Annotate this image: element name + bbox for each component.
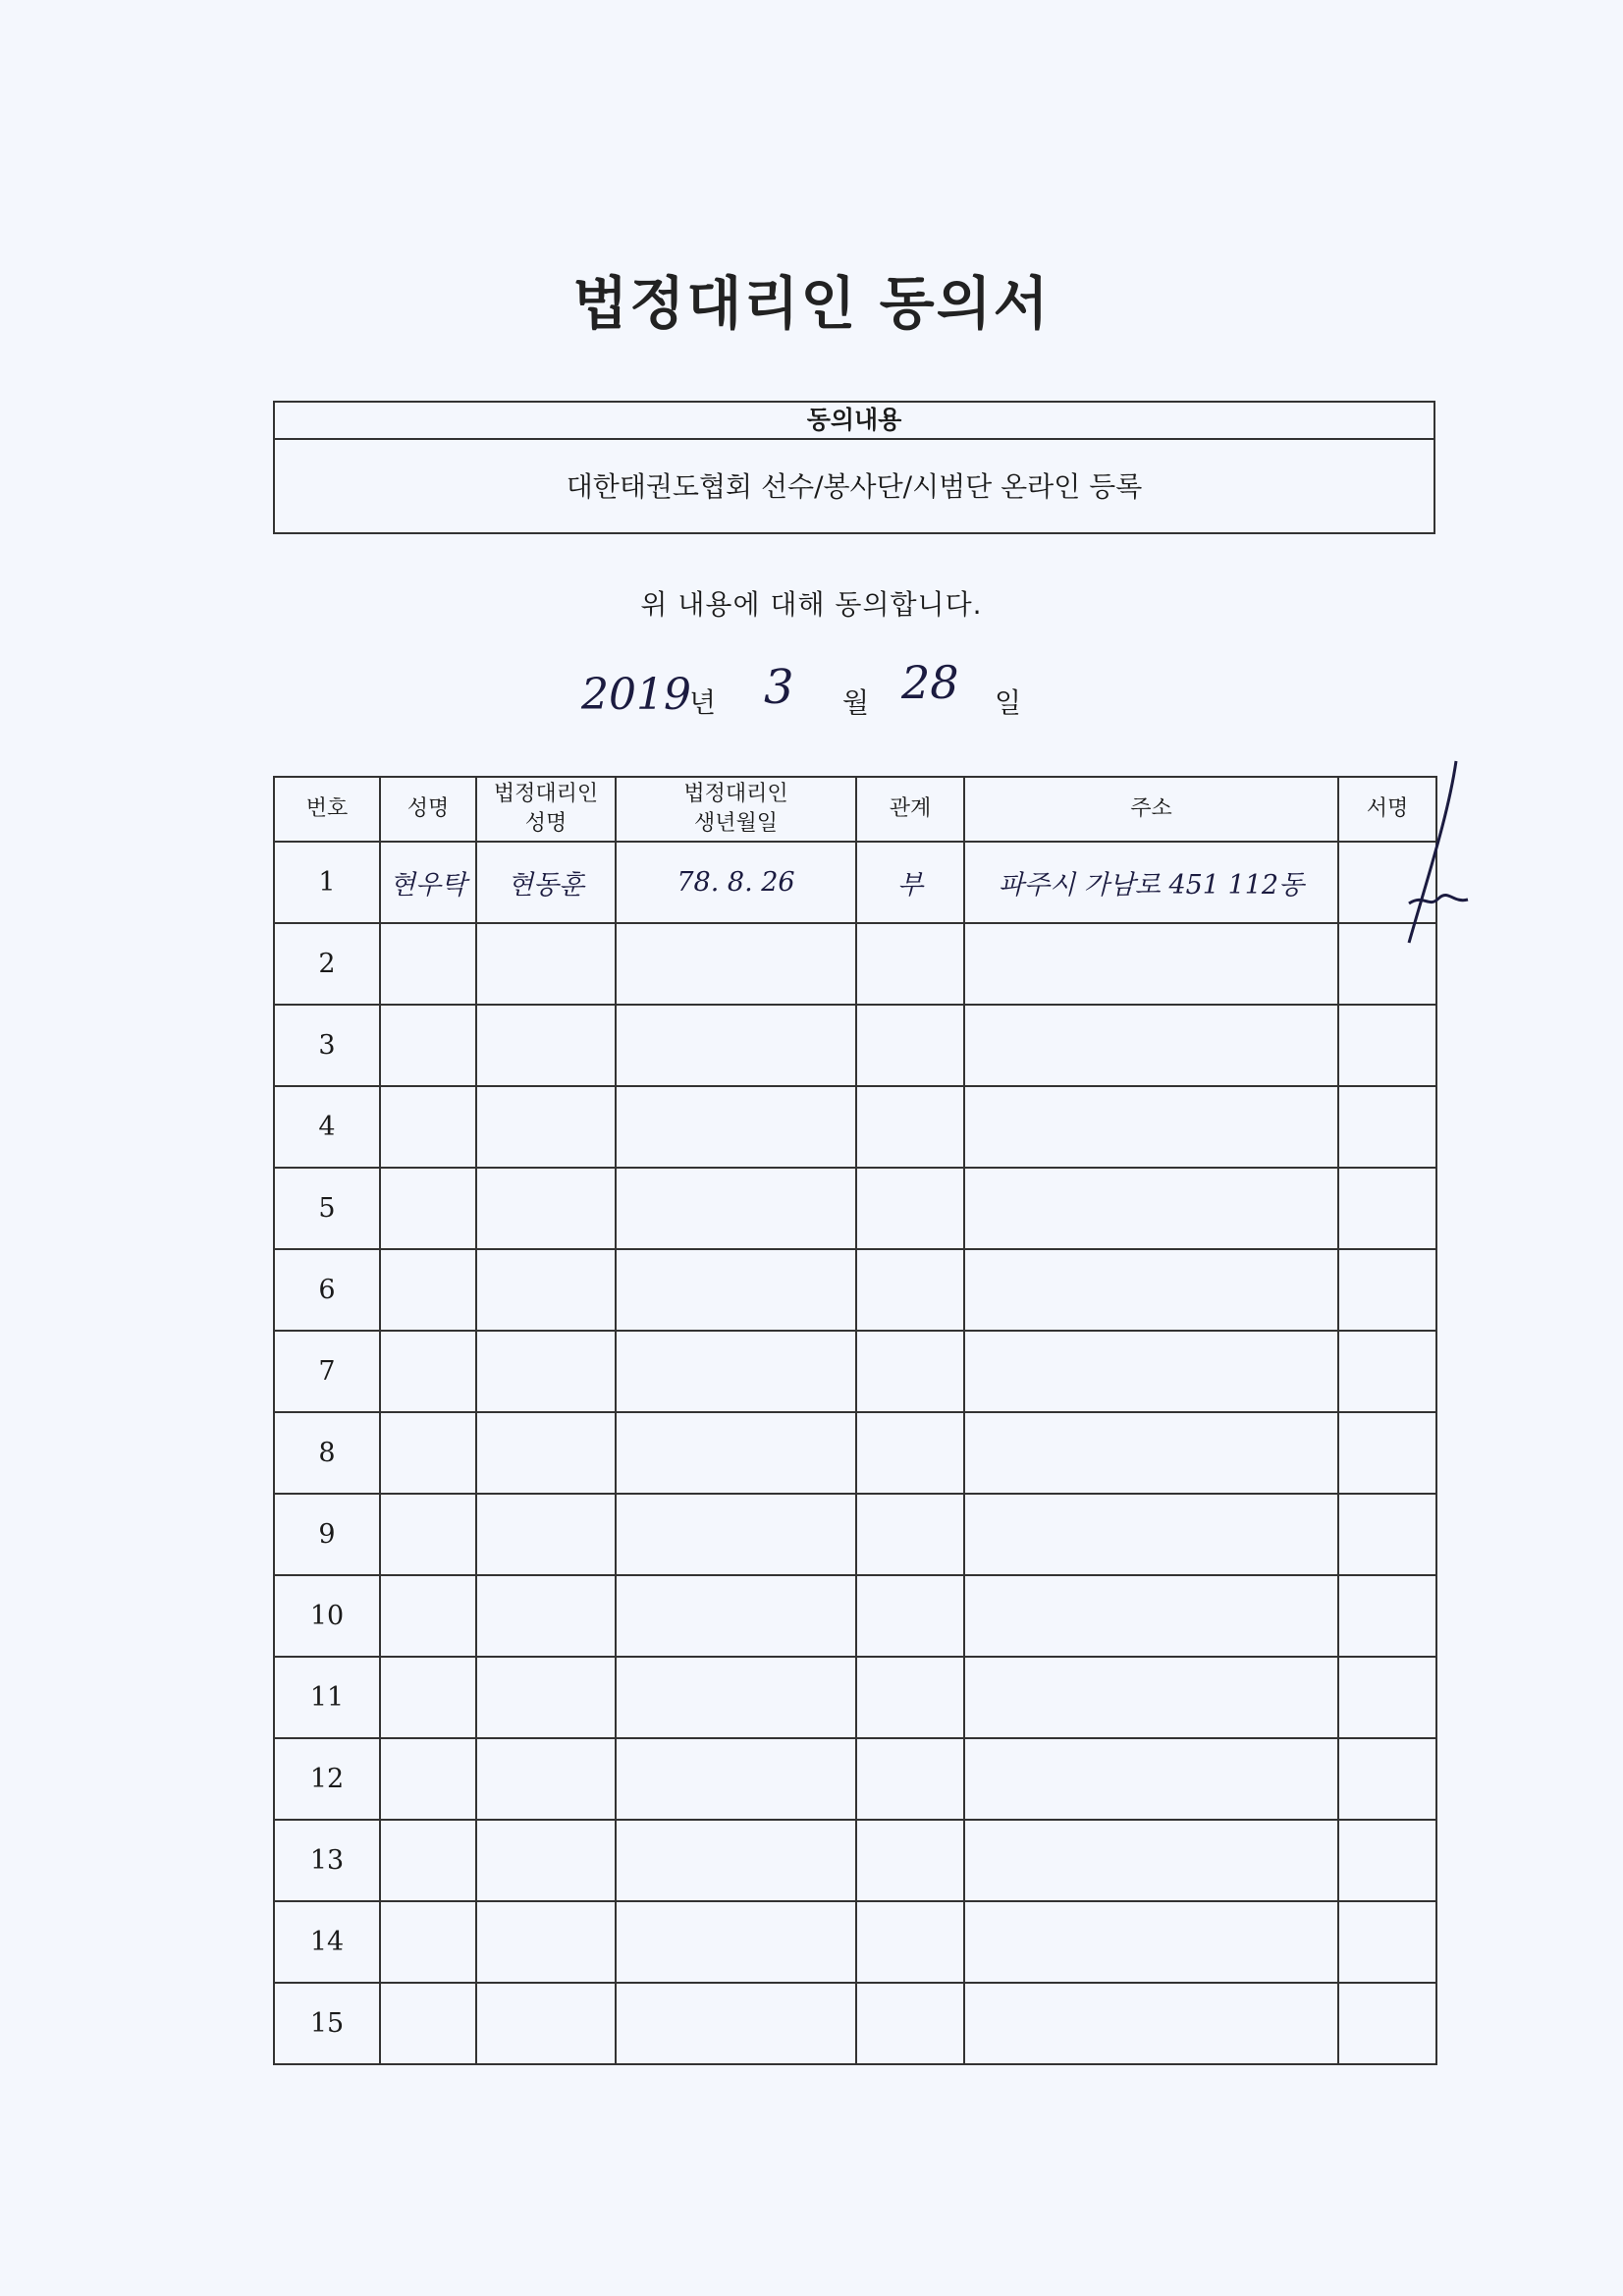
header-guardian-birthdate: 법정대리인 생년월일 bbox=[616, 777, 856, 842]
row-guardian-birthdate bbox=[616, 1575, 856, 1657]
row-number: 3 bbox=[274, 1005, 380, 1086]
row-guardian-birthdate bbox=[616, 1657, 856, 1738]
row-name: 현우탁 bbox=[380, 842, 476, 923]
row-address bbox=[964, 1168, 1338, 1249]
row-guardian-name bbox=[476, 1820, 616, 1901]
row-guardian-name bbox=[476, 1983, 616, 2064]
row-guardian-birthdate bbox=[616, 1820, 856, 1901]
table-header-row bbox=[274, 777, 1436, 842]
date-day-label: 일 bbox=[995, 686, 1022, 719]
table-row bbox=[274, 1412, 1436, 1494]
row-relation bbox=[856, 1820, 964, 1901]
date-line bbox=[0, 656, 1623, 725]
row-relation bbox=[856, 1738, 964, 1820]
row-number: 10 bbox=[274, 1575, 380, 1657]
row-address bbox=[964, 1005, 1338, 1086]
consent-header: 동의내용 bbox=[275, 403, 1434, 440]
header-name: 성명 bbox=[380, 777, 476, 842]
row-address bbox=[964, 1820, 1338, 1901]
table-row bbox=[274, 1983, 1436, 2064]
row-guardian-birthdate bbox=[616, 1331, 856, 1412]
row-number: 1 bbox=[274, 842, 380, 923]
row-signature bbox=[1338, 1575, 1436, 1657]
agree-statement: 위 내용에 대해 동의합니다. bbox=[640, 588, 983, 621]
row-guardian-name bbox=[476, 1005, 616, 1086]
row-address bbox=[964, 1331, 1338, 1412]
row-signature bbox=[1338, 1249, 1436, 1331]
row-relation bbox=[856, 1168, 964, 1249]
row-name bbox=[380, 1820, 476, 1901]
header-number: 번호 bbox=[274, 777, 380, 842]
row-guardian-birthdate bbox=[616, 1005, 856, 1086]
row-signature bbox=[1338, 1738, 1436, 1820]
row-relation bbox=[856, 1249, 964, 1331]
row-number: 2 bbox=[274, 923, 380, 1005]
table-row bbox=[274, 1901, 1436, 1983]
table-row bbox=[274, 923, 1436, 1005]
row-relation bbox=[856, 1494, 964, 1575]
table-row bbox=[274, 1086, 1436, 1168]
row-name bbox=[380, 1412, 476, 1494]
table-row bbox=[274, 1494, 1436, 1575]
row-name bbox=[380, 1331, 476, 1412]
row-number: 5 bbox=[274, 1168, 380, 1249]
row-guardian-name bbox=[476, 1494, 616, 1575]
row-name bbox=[380, 1086, 476, 1168]
row-signature bbox=[1338, 1168, 1436, 1249]
table-row bbox=[274, 1168, 1436, 1249]
row-address bbox=[964, 923, 1338, 1005]
row-guardian-birthdate bbox=[616, 1901, 856, 1983]
row-name bbox=[380, 1005, 476, 1086]
row-guardian-name bbox=[476, 1249, 616, 1331]
row-guardian-name bbox=[476, 1738, 616, 1820]
row-name bbox=[380, 1575, 476, 1657]
date-year-label: 년 bbox=[689, 686, 717, 719]
row-signature bbox=[1338, 1901, 1436, 1983]
row-name bbox=[380, 923, 476, 1005]
row-number: 15 bbox=[274, 1983, 380, 2064]
consent-content-box bbox=[273, 401, 1435, 534]
row-guardian-name bbox=[476, 1168, 616, 1249]
header-address: 주소 bbox=[964, 777, 1338, 842]
row-number: 13 bbox=[274, 1820, 380, 1901]
date-day: 28 bbox=[901, 656, 959, 709]
table-row bbox=[274, 1005, 1436, 1086]
row-guardian-birthdate bbox=[616, 1086, 856, 1168]
row-name bbox=[380, 1168, 476, 1249]
row-guardian-birthdate bbox=[616, 1249, 856, 1331]
row-guardian-birthdate bbox=[616, 1738, 856, 1820]
header-relation: 관계 bbox=[856, 777, 964, 842]
row-address bbox=[964, 1086, 1338, 1168]
table-row bbox=[274, 1820, 1436, 1901]
row-name bbox=[380, 1657, 476, 1738]
table-row bbox=[274, 1331, 1436, 1412]
table-row bbox=[274, 842, 1436, 923]
row-number: 9 bbox=[274, 1494, 380, 1575]
row-address bbox=[964, 1901, 1338, 1983]
row-guardian-name: 현동훈 bbox=[476, 842, 616, 923]
row-guardian-name bbox=[476, 1901, 616, 1983]
row-relation bbox=[856, 1657, 964, 1738]
row-guardian-name bbox=[476, 1575, 616, 1657]
table-row bbox=[274, 1575, 1436, 1657]
row-name bbox=[380, 1901, 476, 1983]
table-row bbox=[274, 1738, 1436, 1820]
row-guardian-birthdate bbox=[616, 1494, 856, 1575]
row-relation bbox=[856, 1086, 964, 1168]
row-address bbox=[964, 1249, 1338, 1331]
row-guardian-name bbox=[476, 1657, 616, 1738]
row-guardian-name bbox=[476, 1086, 616, 1168]
row-guardian-name bbox=[476, 923, 616, 1005]
row-signature bbox=[1338, 1005, 1436, 1086]
row-relation bbox=[856, 1983, 964, 2064]
row-name bbox=[380, 1738, 476, 1820]
row-address bbox=[964, 1738, 1338, 1820]
row-guardian-birthdate bbox=[616, 1412, 856, 1494]
header-signature: 서명 bbox=[1338, 777, 1436, 842]
row-guardian-birthdate bbox=[616, 923, 856, 1005]
date-year: 2019 bbox=[581, 670, 691, 720]
consent-body: 대한태권도협회 선수/봉사단/시범단 온라인 등록 bbox=[566, 470, 1143, 503]
row-relation bbox=[856, 1005, 964, 1086]
row-signature bbox=[1338, 1820, 1436, 1901]
row-address bbox=[964, 1494, 1338, 1575]
row-name bbox=[380, 1494, 476, 1575]
signature-scribble bbox=[1370, 756, 1488, 953]
table-row bbox=[274, 1657, 1436, 1738]
row-signature bbox=[1338, 1657, 1436, 1738]
row-signature bbox=[1338, 1331, 1436, 1412]
row-relation bbox=[856, 923, 964, 1005]
row-address bbox=[964, 1983, 1338, 2064]
row-number: 7 bbox=[274, 1331, 380, 1412]
row-guardian-name bbox=[476, 1412, 616, 1494]
row-number: 14 bbox=[274, 1901, 380, 1983]
row-number: 12 bbox=[274, 1738, 380, 1820]
row-number: 11 bbox=[274, 1657, 380, 1738]
row-name bbox=[380, 1983, 476, 2064]
row-signature bbox=[1338, 1983, 1436, 2064]
row-guardian-birthdate: 78. 8. 26 bbox=[616, 842, 856, 923]
row-guardian-birthdate bbox=[616, 1168, 856, 1249]
row-signature bbox=[1338, 1412, 1436, 1494]
row-signature bbox=[1338, 1494, 1436, 1575]
row-guardian-name bbox=[476, 1331, 616, 1412]
row-number: 6 bbox=[274, 1249, 380, 1331]
registration-table bbox=[273, 776, 1437, 2065]
row-address bbox=[964, 1575, 1338, 1657]
header-guardian-name: 법정대리인 성명 bbox=[476, 777, 616, 842]
row-guardian-birthdate bbox=[616, 1983, 856, 2064]
row-number: 8 bbox=[274, 1412, 380, 1494]
row-relation bbox=[856, 1331, 964, 1412]
row-relation bbox=[856, 1575, 964, 1657]
row-name bbox=[380, 1249, 476, 1331]
row-address: 파주시 가남로 451 112동 bbox=[964, 842, 1338, 923]
document-title: 법정대리인 동의서 bbox=[572, 270, 1051, 337]
row-address bbox=[964, 1657, 1338, 1738]
row-relation bbox=[856, 1412, 964, 1494]
date-month-label: 월 bbox=[842, 686, 870, 719]
row-relation: 부 bbox=[856, 842, 964, 923]
row-signature bbox=[1338, 1086, 1436, 1168]
row-address bbox=[964, 1412, 1338, 1494]
table-row bbox=[274, 1249, 1436, 1331]
date-month: 3 bbox=[764, 660, 794, 715]
row-relation bbox=[856, 1901, 964, 1983]
row-number: 4 bbox=[274, 1086, 380, 1168]
